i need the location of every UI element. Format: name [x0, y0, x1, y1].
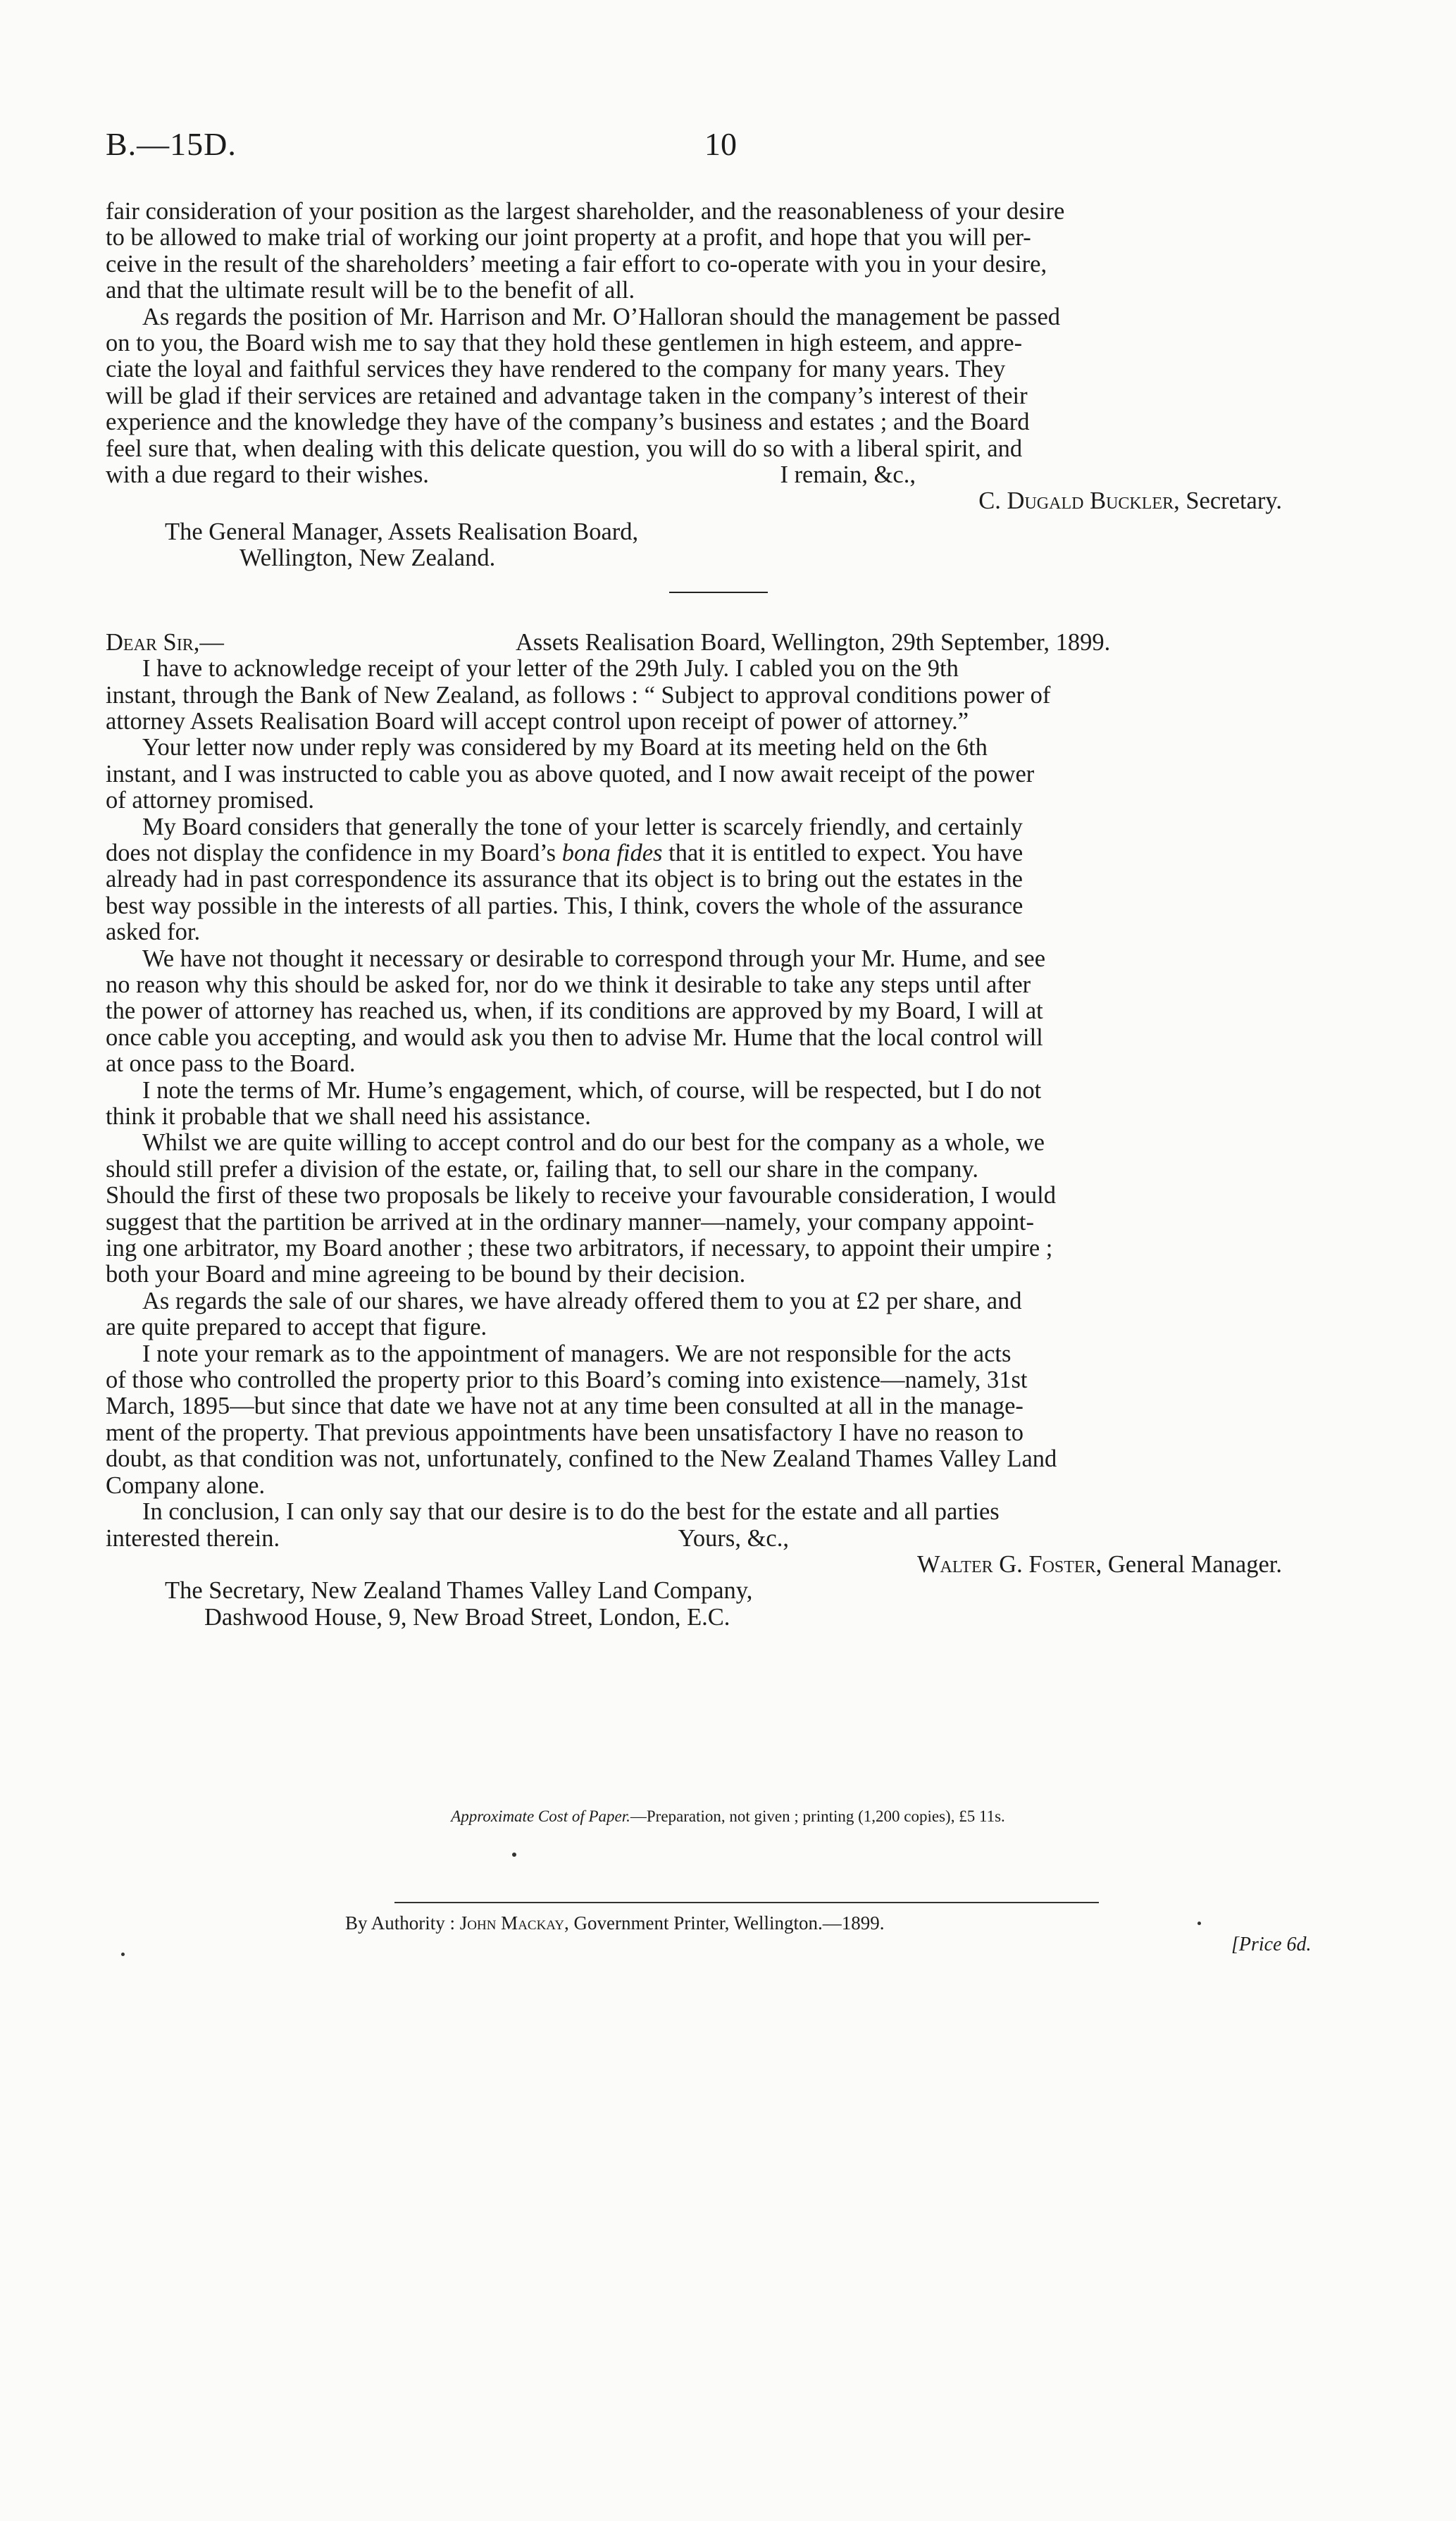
text-line [106, 840, 1331, 866]
text-line-last: asked for. [106, 919, 201, 946]
text-line: the power of attorney has reached us, when, if its conditions are approved by my Board, I will at [106, 997, 1043, 1025]
letter-2-paragraph-9 [106, 1499, 1331, 1552]
printer-imprint [345, 1912, 884, 1934]
letter-2-paragraph-8 [106, 1341, 1331, 1499]
text-line-last: Company alone. [106, 1471, 266, 1499]
text-line-last: of attorney promised. [106, 787, 315, 814]
text-line: experience and the knowledge they have of the company’s business and estates ; and the Board [106, 409, 1030, 436]
text-line-last: think it probable that we shall need his assistance. [106, 1103, 591, 1130]
letter-2-paragraph-5 [106, 1078, 1331, 1131]
letter-2-addressee-location: Dashwood House, 9, New Broad Street, London, E.C. [204, 1603, 730, 1631]
letter-1-paragraph-2 [106, 304, 1331, 489]
text-line: I note your remark as to the appointment of managers. We are not responsible for the acts [142, 1340, 1012, 1367]
italic-phrase: bona fides [561, 839, 663, 866]
letter-2-addressee: The Secretary, New Zealand Thames Valley Land Company, [165, 1577, 753, 1605]
text-line: instant, through the Bank of New Zealand, as follows : “ Subject to approval conditions power of [106, 681, 1051, 709]
cost-text: —Preparation, not given ; printing (1,200 copies), £5 11s. [630, 1807, 1005, 1825]
letter-2-paragraph-4 [106, 946, 1331, 1078]
letter-1-addressee-location: Wellington, New Zealand. [239, 544, 496, 572]
text-line: ceive in the result of the shareholders’ meeting a fair effort to co-operate with you in your desire, [106, 250, 1047, 278]
footer-divider [394, 1902, 1099, 1903]
cost-of-paper-note [0, 1807, 1456, 1826]
text-line-last: interested therein. [106, 1524, 280, 1552]
letter-2-paragraph-3 [106, 814, 1331, 946]
text-line: Whilst we are quite willing to accept control and do our best for the company as a whole, we [142, 1129, 1045, 1157]
text-line-last: and that the ultimate result will be to the benefit of all. [106, 277, 635, 304]
letter-1-paragraph-1 [106, 199, 1331, 304]
text-line: doubt, as that condition was not, unfortunately, confined to the New Zealand Thames Valley Land [106, 1445, 1057, 1473]
text-line: on to you, the Board wish me to say that they hold these gentlemen in high esteem, and appre- [106, 330, 1023, 357]
text-line: As regards the sale of our shares, we have already offered them to you at £2 per share, and [142, 1287, 1022, 1314]
letter-1-addressee: The General Manager, Assets Realisation Board, [165, 518, 639, 545]
text-line-last: at once pass to the Board. [106, 1050, 356, 1078]
document-code: B.—15D. [106, 126, 237, 162]
text-line: Should the first of these two proposals be likely to receive your favourable consideration, I would [106, 1182, 1056, 1209]
price-label: [Price 6d. [1231, 1934, 1312, 1955]
authority-suffix: , Government Printer, Wellington.—1899. [564, 1912, 885, 1934]
ink-speck [512, 1853, 516, 1857]
text-span: that it is entitled to expect. You have [662, 839, 1023, 866]
text-line: I note the terms of Mr. Hume’s engagement, which, of course, will be respected, but I do not [142, 1076, 1042, 1104]
text-line: ing one arbitrator, my Board another ; these two arbitrators, if necessary, to appoint their umpire ; [106, 1235, 1053, 1262]
signature-title: , Secretary. [1174, 487, 1282, 515]
text-line: Your letter now under reply was considered by my Board at its meeting held on the 6th [142, 734, 988, 761]
text-line: instant, and I was instructed to cable you as above quoted, and I now await receipt of the power [106, 760, 1035, 788]
text-line: once cable you accepting, and would ask you then to advise Mr. Hume that the local control will [106, 1023, 1043, 1051]
letter-closing: Yours, &c., [678, 1524, 789, 1552]
letter-2-paragraph-7 [106, 1288, 1331, 1341]
text-line: suggest that the partition be arrived at in the ordinary manner—namely, your company appoint- [106, 1208, 1034, 1235]
text-line: I have to acknowledge receipt of your letter of the 29th July. I cabled you on the 9th [142, 655, 959, 683]
page-header [106, 125, 1331, 175]
ink-speck [121, 1953, 125, 1956]
signature-name: Walter G. Foster [916, 1550, 1096, 1578]
text-line: March, 1895—but since that date we have not at any time been consulted at all in the manage- [106, 1393, 1023, 1420]
signature-title: , General Manager. [1095, 1550, 1282, 1578]
signature-name: C. Dugald Buckler [978, 487, 1174, 515]
text-line: feel sure that, when dealing with this delicate question, you will do so with a liberal spirit, and [106, 435, 1023, 462]
text-line: will be glad if their services are retained and advantage taken in the company’s interest of their [106, 382, 1028, 409]
text-line-last: both your Board and mine agreeing to be bound by their decision. [106, 1261, 746, 1288]
cost-label: Approximate Cost of Paper. [451, 1807, 630, 1825]
text-line: ciate the loyal and faithful services they have rendered to the company for many years. They [106, 356, 1006, 383]
section-divider [669, 592, 768, 593]
body-text [106, 199, 1331, 1631]
text-line: no reason why this should be asked for, nor do we think it desirable to take any steps until after [106, 971, 1031, 998]
text-line-last: attorney Assets Realisation Board will accept control upon receipt of power of attorney.” [106, 707, 969, 735]
letter-2-paragraph-1 [106, 656, 1331, 735]
letter-2-paragraph-6 [106, 1130, 1331, 1288]
ink-speck [1197, 1922, 1201, 1925]
text-line-last: with a due regard to their wishes. [106, 461, 429, 489]
letter-1-signature [106, 488, 1331, 514]
text-line-last: are quite prepared to accept that figure. [106, 1314, 487, 1341]
text-line: As regards the position of Mr. Harrison and Mr. O’Halloran should the management be passed [142, 303, 1061, 330]
text-line: We have not thought it necessary or desirable to correspond through your Mr. Hume, and see [142, 945, 1046, 972]
text-line: fair consideration of your position as the largest shareholder, and the reasonableness of your desire [106, 198, 1065, 225]
letter-2-heading [106, 630, 1331, 656]
printer-name: John Mackay [459, 1912, 565, 1934]
salutation: Dear Sir,— [106, 628, 224, 656]
dateline: Assets Realisation Board, Wellington, 29th September, 1899. [516, 628, 1111, 656]
letter-2-paragraph-2 [106, 735, 1331, 814]
text-line: ment of the property. That previous appointments have been unsatisfactory I have no reason to [106, 1419, 1023, 1446]
authority-prefix: By Authority : [345, 1912, 460, 1934]
text-line: should still prefer a division of the estate, or, failing that, to sell our share in the company. [106, 1155, 979, 1183]
letter-2-signature [106, 1552, 1331, 1578]
page-number: 10 [704, 126, 737, 162]
closing-line [106, 462, 1331, 488]
text-line: best way possible in the interests of all parties. This, I think, covers the whole of the assurance [106, 892, 1023, 919]
text-line: of those who controlled the property prior to this Board’s coming into existence—namely, 31st [106, 1367, 1028, 1394]
text-line: to be allowed to make trial of working our joint property at a profit, and hope that you will per- [106, 224, 1031, 251]
text-line: My Board considers that generally the tone of your letter is scarcely friendly, and certainly [142, 813, 1023, 840]
letter-closing: I remain, &c., [780, 461, 916, 489]
text-line: In conclusion, I can only say that our desire is to do the best for the estate and all parties [142, 1498, 1000, 1526]
text-span: does not display the confidence in my Board’s [106, 839, 562, 866]
text-line: already had in past correspondence its assurance that its object is to bring out the estates in the [106, 866, 1023, 893]
closing-line [106, 1526, 1331, 1552]
